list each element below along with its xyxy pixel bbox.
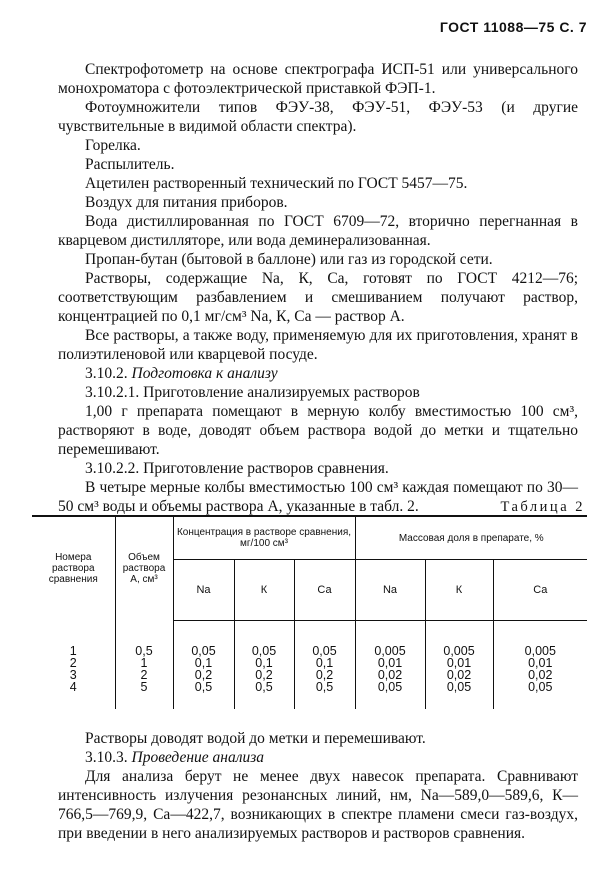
paragraph-sprayer: Распылитель. xyxy=(85,156,175,173)
subheader-k-conc: К xyxy=(234,560,294,621)
header-volume: Объем раствора А, см³ xyxy=(115,516,173,621)
table-cell: 0,05 xyxy=(234,621,294,658)
table-cell: 0,2 xyxy=(173,669,234,681)
subheader-na-conc: Na xyxy=(173,560,234,621)
table-cell: 0,01 xyxy=(493,657,587,669)
table-cell: 0,2 xyxy=(234,669,294,681)
table-caption: Таблица 2 xyxy=(500,499,585,515)
paragraph-water: Вода дистиллированная по ГОСТ 6709—72, вторично перегнанная в кварцевом дистилляторе, или вода деминерализованная. xyxy=(58,213,578,249)
table-cell: 0,02 xyxy=(355,669,425,681)
section-heading-3-10-3 xyxy=(58,748,578,767)
section-title: Проведение анализа xyxy=(131,749,265,766)
header-concentration: Концентрация в растворе сравнения, мг/100 см³ xyxy=(173,516,355,560)
table-cell: 0,5 xyxy=(234,681,294,709)
table-row xyxy=(32,657,587,669)
table-row xyxy=(32,669,587,681)
subheader-ca-conc: Са xyxy=(294,560,355,621)
section-number: 3.10.3. xyxy=(85,749,128,766)
section-number: 3.10.2. xyxy=(85,365,128,382)
table-row xyxy=(32,681,587,709)
paragraph-propane: Пропан-бутан (бытовой в баллоне) или газ из городской сети. xyxy=(85,251,493,268)
table-cell: 0,05 xyxy=(294,621,355,658)
table-cell: 0,1 xyxy=(234,657,294,669)
table-cell: 2 xyxy=(69,656,77,670)
paragraph-storage: Все растворы, а также воду, применяемую для их приготовления, хранят в полиэтиленовой или кварцевой посуде. xyxy=(58,327,578,363)
table-cell: 0,1 xyxy=(173,657,234,669)
subheader-ca-mass: Са xyxy=(493,560,587,621)
table-cell: 0,5 xyxy=(115,621,173,658)
table-cell: 0,5 xyxy=(173,681,234,709)
table-cell: 5 xyxy=(115,681,173,709)
section-title: Подготовка к анализу xyxy=(131,365,278,382)
table-cell: 0,01 xyxy=(355,657,425,669)
subheader-na-mass: Na xyxy=(355,560,425,621)
table-cell: 0,01 xyxy=(425,657,493,669)
table-cell: 0,02 xyxy=(425,669,493,681)
text-block-lower xyxy=(58,729,578,843)
section-heading-3-10-2-1: 3.10.2.1. Приготовление анализируемых растворов xyxy=(85,384,420,401)
data-table xyxy=(32,515,587,709)
table-cell: 0,02 xyxy=(493,669,587,681)
table-cell: 1 xyxy=(69,643,77,658)
table-cell: 0,005 xyxy=(425,621,493,658)
section-heading-3-10-2 xyxy=(58,364,578,383)
section-heading-3-10-2-2: 3.10.2.2. Приготовление растворов сравнения. xyxy=(85,460,389,477)
paragraph-preparation: 1,00 г препарата помещают в мерную колбу вместимостью 100 см³, растворяют в воде, доводят объем раствора водой до метки и тщательно перемешивают. xyxy=(58,403,578,458)
table-cell: 0,05 xyxy=(173,621,234,658)
subheader-k-mass: К xyxy=(425,560,493,621)
paragraph-dilute: Растворы доводят водой до метки и перемешивают. xyxy=(85,730,426,747)
paragraph-acetylene: Ацетилен растворенный технический по ГОСТ 5457—75. xyxy=(85,175,468,192)
table-cell: 0,05 xyxy=(493,681,587,709)
text-block-upper xyxy=(58,60,578,516)
paragraph-spectrophotometer: Спектрофотометр на основе спектрографа ИСП-51 или универсального монохроматора с фотоэлектрической приставкой ФЭП-1. xyxy=(58,61,578,97)
table-cell: 0,2 xyxy=(294,669,355,681)
paragraph-burner: Горелка. xyxy=(85,137,141,154)
paragraph-flasks: В четыре мерные колбы вместимостью 100 см³ каждая помещают по 30—50 см³ воды и объемы раствора А, указанные в табл. 2. xyxy=(58,479,578,515)
header-solution-number: Номера раствора сравнения xyxy=(32,516,115,621)
table-cell: 0,005 xyxy=(493,621,587,658)
table-cell: 0,05 xyxy=(425,681,493,709)
table-cell: 3 xyxy=(69,668,77,682)
table-cell: 1 xyxy=(115,657,173,669)
table-cell: 0,1 xyxy=(294,657,355,669)
header-mass-fraction: Массовая доля в препарате, % xyxy=(355,516,587,560)
paragraph-solutions: Растворы, содержащие Na, К, Са, готовят по ГОСТ 4212—76; соответствующим разбавлением и смешиванием получают раствор, концентрацией по 0,1 мг/см³ Na, К, Са — раствор А. xyxy=(58,270,578,325)
page-header: ГОСТ 11088—75 С. 7 xyxy=(439,19,587,35)
table-cell: 2 xyxy=(115,669,173,681)
paragraph-analysis: Для анализа берут не менее двух навесок препарата. Сравнивают интенсивность излучения резонансных линий, нм, Na—589,0—589,6, К—766,5—769,9, Са—422,7, возникающих в спектре пламени смеси газ-воздух, при введении в него анализируемых растворов и растворов сравнения. xyxy=(58,768,578,842)
table-cell: 0,005 xyxy=(355,621,425,658)
paragraph-photomultipliers: Фотоумножители типов ФЭУ-38, ФЭУ-51, ФЭУ-53 (и другие чувствительные в видимой области спектра). xyxy=(58,99,578,135)
table-cell: 0,5 xyxy=(294,681,355,709)
table-cell: 0,05 xyxy=(355,681,425,709)
table-row xyxy=(32,621,587,658)
paragraph-air: Воздух для питания приборов. xyxy=(85,194,288,211)
table-cell: 4 xyxy=(69,680,77,694)
